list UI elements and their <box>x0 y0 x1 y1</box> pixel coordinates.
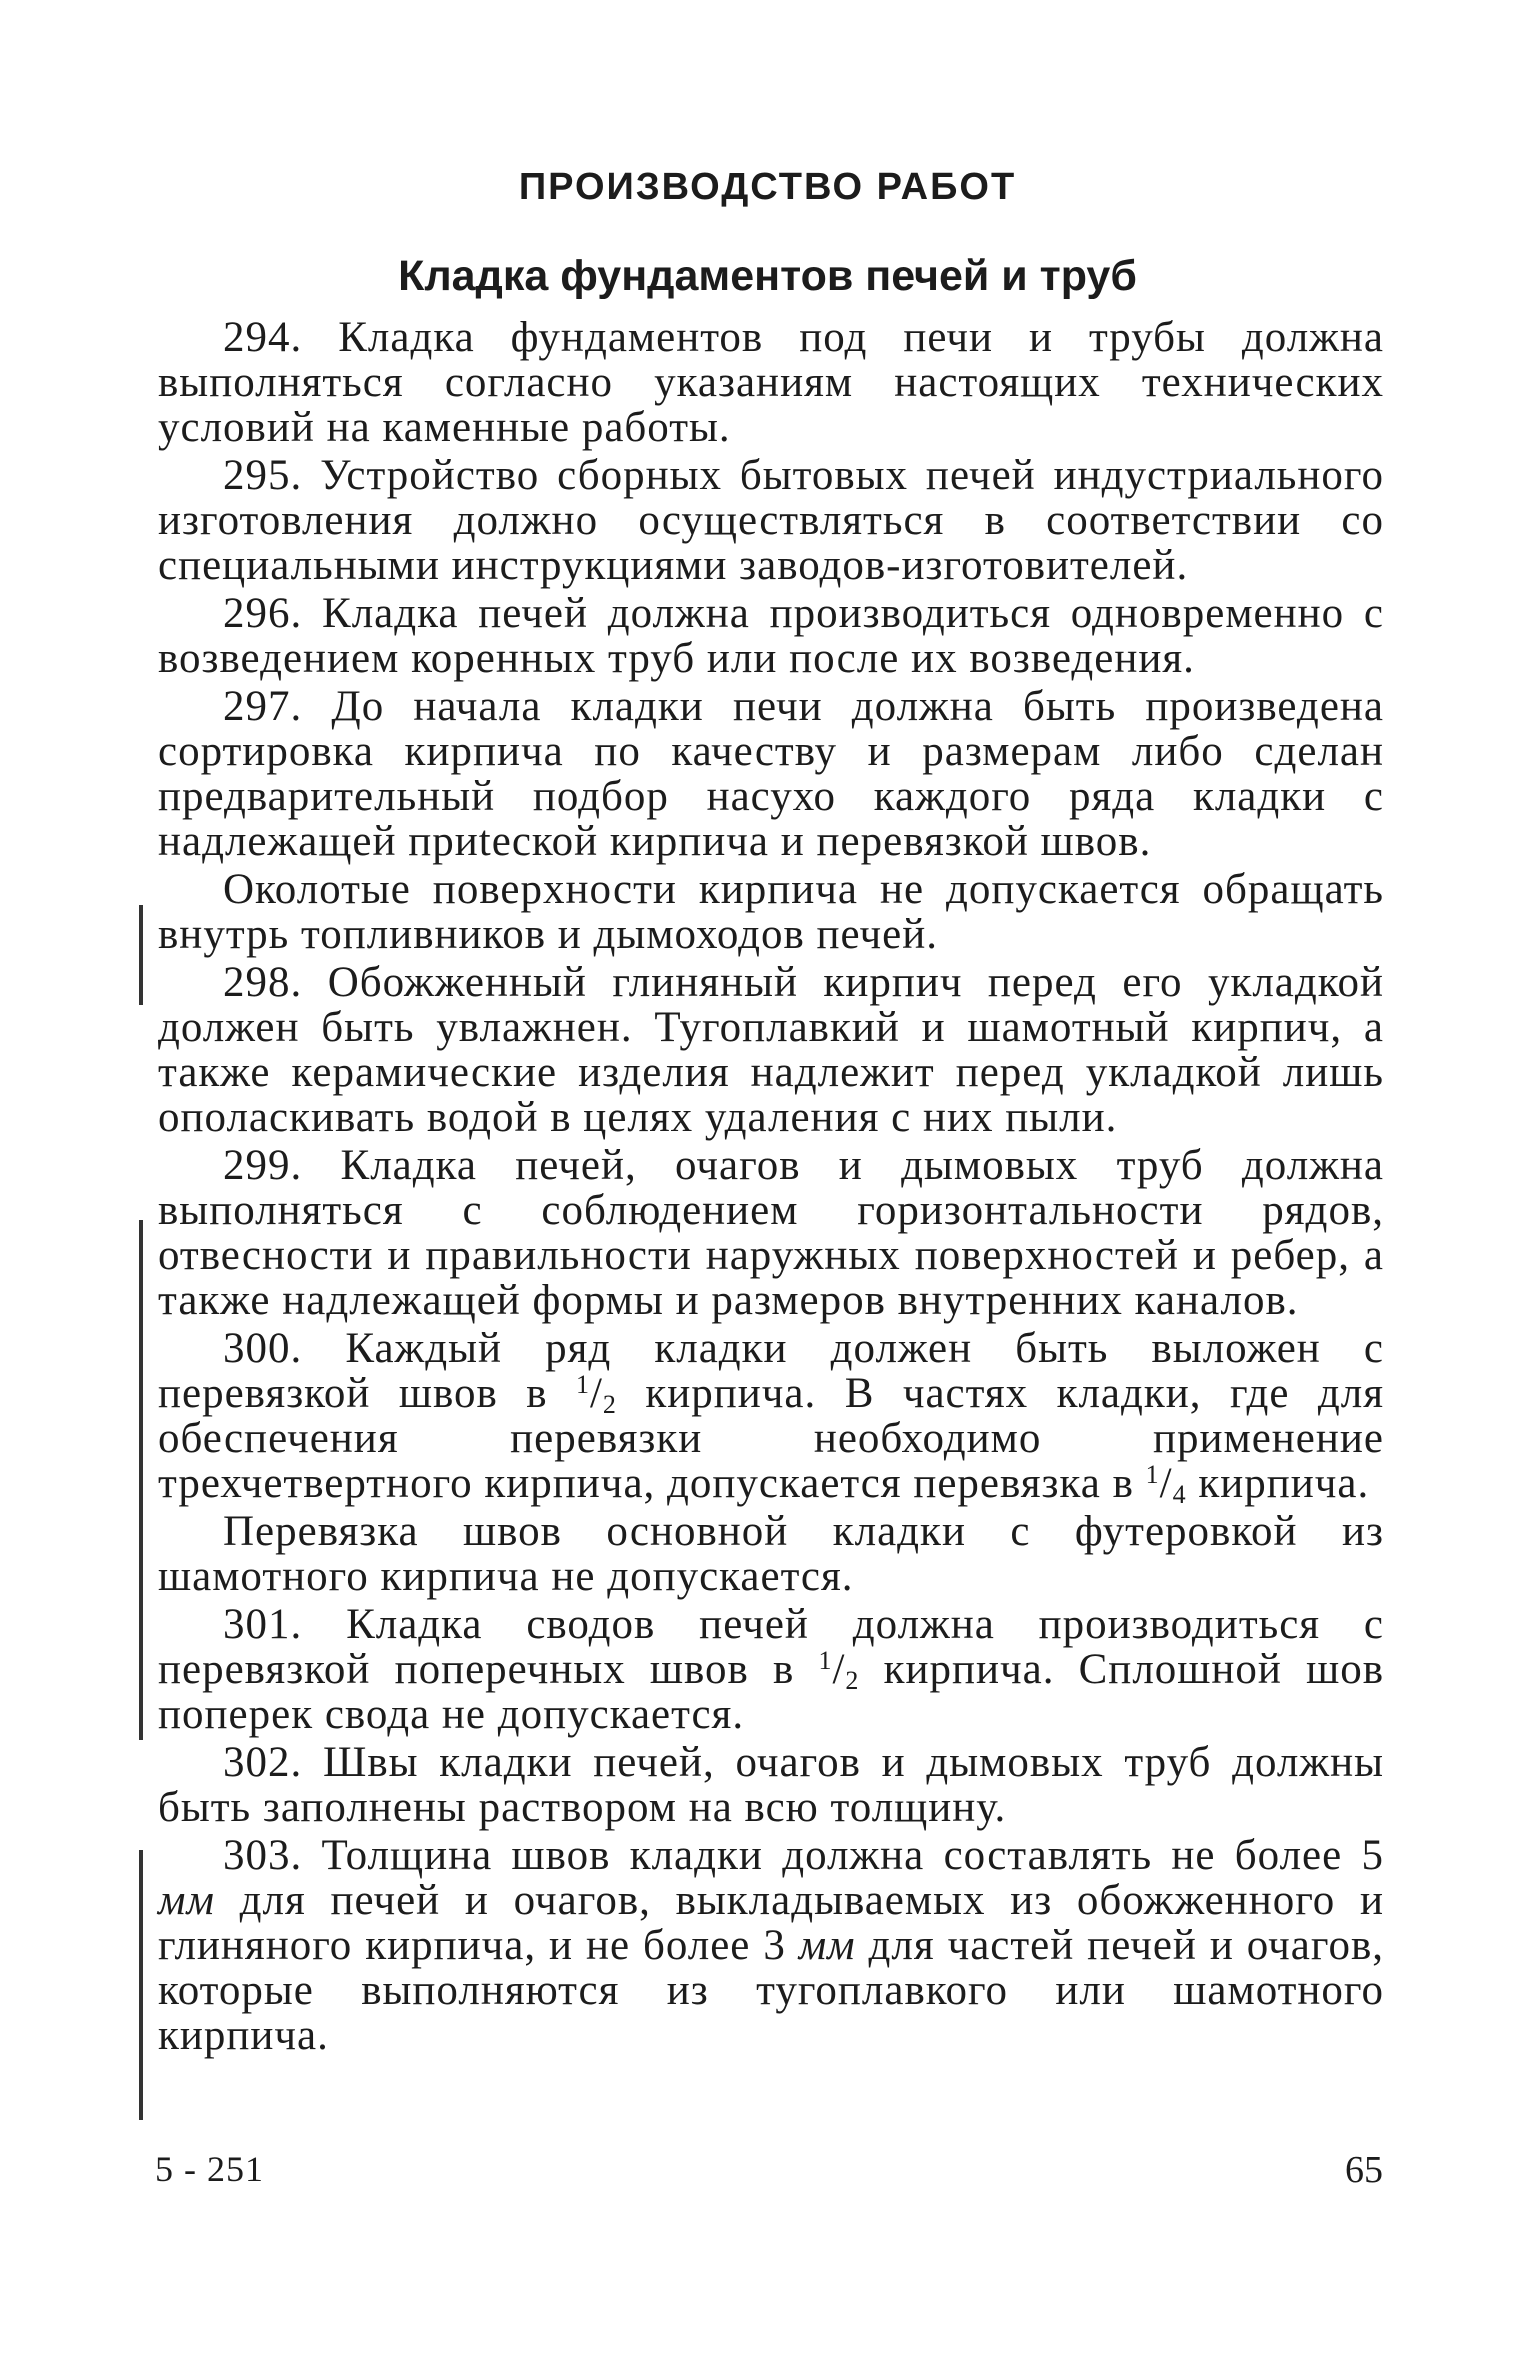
paragraph-301-text-2: кирпича. Сплошной шов поперек свода не допускается. <box>158 1646 1384 1738</box>
fraction-denominator: 2 <box>602 1390 617 1419</box>
paragraph-300-note: Перевязка швов основной кладки с футеровкой из шамотного кирпича не допускается. <box>158 1508 1384 1600</box>
paragraph-294: 294. Кладка фундаментов под печи и трубы должна выполняться согласно указаниям настоящих технических условий на каменные работы. <box>158 314 1384 451</box>
paragraph-303-text-3: для частей печей и очагов, которые выполняются из тугоплавкого или шамотного кирпича. <box>158 1922 1384 2059</box>
unit-mm: мм <box>158 1877 215 1924</box>
fraction-denominator: 4 <box>1172 1480 1187 1509</box>
paragraph-303-text-2: для печей и очагов, выкладываемых из обожженного и глиняного кирпича, и не более 3 <box>158 1877 1384 1969</box>
paragraph-300-text-2: кирпича. В частях кладки, где для обеспечения перевязки необходимо применение трехчетвертного кирпича, допускается перевязка в <box>158 1370 1384 1507</box>
paragraph-301: 301. Кладка сводов печей должна производиться с перевязкой поперечных швов в $^1/_2$ кирпича. Сплошной шов поперек свода не допускается. <box>158 1601 1384 1738</box>
margin-bar-3 <box>139 1850 143 2120</box>
margin-bar-2 <box>139 1220 143 1740</box>
paragraph-300-text-3: кирпича. <box>1186 1460 1370 1507</box>
paragraph-300: 300. Каждый ряд кладки должен быть выложен с перевязкой швов в $^1/_2$ кирпича. В частях кладки, где для обеспечения перевязки необходимо применение трехчетвертного кирпича, допускается перевязка в $^1/_4$ кирпича. <box>158 1325 1384 1509</box>
fraction-numerator: 1 <box>575 1370 590 1399</box>
paragraph-297-note: Околотые поверхности кирпича не допускается обращать внутрь топливников и дымоходов печей. <box>158 866 1384 958</box>
fraction-numerator: 1 <box>1145 1460 1160 1489</box>
fraction-denominator: 2 <box>845 1666 860 1695</box>
paragraph-298: 298. Обожженный глиняный кирпич перед его укладкой должен быть увлажнен. Тугоплавкий и шамотный кирпич, а также керамические изделия надлежит перед укладкой лишь ополаскивать водой в целях удаления с них пыли. <box>158 959 1384 1141</box>
section-title: ПРОИЗВОДСТВО РАБОТ <box>518 166 1017 208</box>
paragraph-299: 299. Кладка печей, очагов и дымовых труб должна выполняться с соблюдением горизонтальности рядов, отвесности и правильности наружных поверхностей и ребер, а также надлежащей формы и размеров внутренних каналов. <box>158 1142 1384 1324</box>
margin-bar-1 <box>139 905 143 1005</box>
paragraph-301-text-1: 301. Кладка сводов печей должна производиться с перевязкой поперечных швов в <box>158 1601 1384 1693</box>
paragraph-295: 295. Устройство сборных бытовых печей индустриального изготовления должно осуществляться в соответствии со специальными инструкциями заводов-изготовителей. <box>158 452 1384 589</box>
paragraph-297: 297. До начала кладки печи должна быть произведена сортировка кирпича по качеству и размерам либо сделан предварительный подбор насухо каждого ряда кладки с надлежащей приteской кирпича и перевязкой швов. <box>158 683 1384 865</box>
paragraph-296: 296. Кладка печей должна производиться одновременно с возведением коренных труб или после их возведения. <box>158 590 1384 682</box>
page-number: 65 <box>1345 2149 1383 2191</box>
unit-mm: мм <box>798 1922 856 1969</box>
paragraph-303-text-1: 303. Толщина швов кладки должна составлять не более 5 <box>223 1832 1384 1879</box>
printer-signature: 5 - 251 <box>155 2149 264 2189</box>
paragraph-303 <box>158 1833 1384 2058</box>
fraction-numerator: 1 <box>818 1646 833 1675</box>
subsection-title: Кладка фундаментов печей и труб <box>398 252 1137 300</box>
body-text <box>158 315 1384 2061</box>
paragraph-300-text-1: 300. Каждый ряд кладки должен быть выложен с перевязкой швов в <box>158 1325 1384 1417</box>
paragraph-302: 302. Швы кладки печей, очагов и дымовых труб должны быть заполнены раствором на всю толщину. <box>158 1739 1384 1831</box>
